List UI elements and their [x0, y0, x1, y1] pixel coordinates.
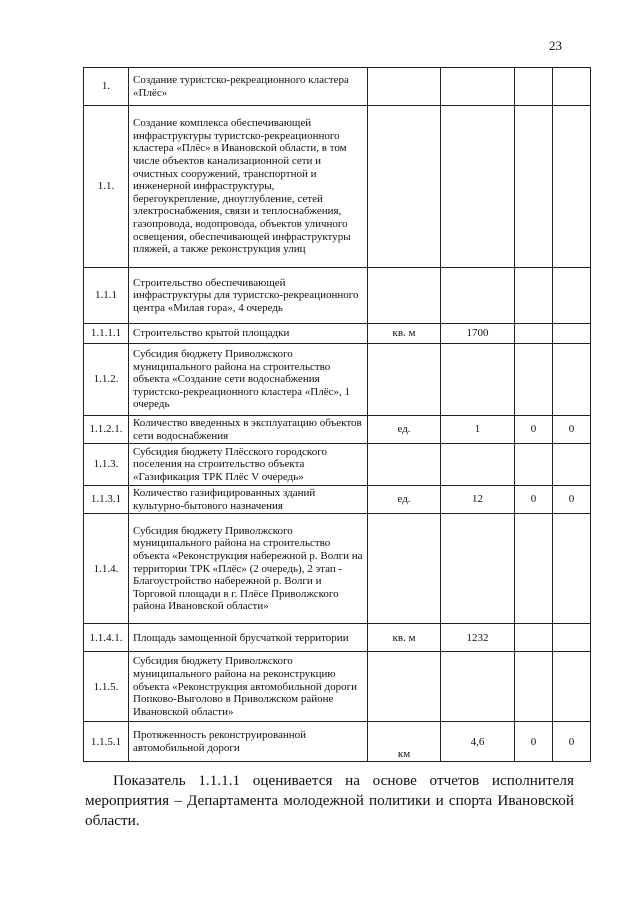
row-value-2	[515, 652, 553, 722]
row-value-2	[515, 106, 553, 268]
row-value-3	[553, 514, 591, 624]
row-unit	[368, 344, 441, 416]
row-value-2: 0	[515, 486, 553, 514]
row-value-1: 1700	[441, 324, 515, 344]
table-row	[84, 344, 591, 416]
row-number: 1.1.2.1.	[84, 416, 129, 444]
row-number: 1.1.1	[84, 268, 129, 324]
row-value-3	[553, 68, 591, 106]
table-row	[84, 324, 591, 344]
row-number: 1.1.5.1	[84, 722, 129, 762]
indicators-table	[83, 67, 591, 762]
row-number: 1.1.4.1.	[84, 624, 129, 652]
table-row	[84, 268, 591, 324]
table-row	[84, 106, 591, 268]
row-value-3: 0	[553, 416, 591, 444]
row-value-1	[441, 106, 515, 268]
row-value-3	[553, 624, 591, 652]
row-unit	[368, 444, 441, 486]
row-value-1	[441, 268, 515, 324]
row-value-2: 0	[515, 416, 553, 444]
table-row	[84, 486, 591, 514]
row-value-3	[553, 344, 591, 416]
row-value-1: 1232	[441, 624, 515, 652]
row-value-1: 4,6	[441, 722, 515, 762]
row-unit: кв. м	[368, 624, 441, 652]
row-unit	[368, 652, 441, 722]
row-value-2	[515, 514, 553, 624]
row-name: Строительство обеспечивающей инфраструктуры для туристско-рекреационного центра «Милая гора», 4 очередь	[129, 268, 368, 324]
row-value-3	[553, 106, 591, 268]
row-value-1	[441, 344, 515, 416]
row-unit	[368, 268, 441, 324]
row-unit: ед.	[368, 416, 441, 444]
row-number: 1.1.5.	[84, 652, 129, 722]
row-name: Субсидия бюджету Приволжского муниципального района на реконструкцию объекта «Реконструкция автомобильной дороги Попково-Выголово в Приволжском районе Ивановской области»	[129, 652, 368, 722]
table-row	[84, 624, 591, 652]
row-value-2	[515, 68, 553, 106]
table-row	[84, 722, 591, 762]
row-value-2	[515, 444, 553, 486]
row-name: Протяженность реконструированной автомобильной дороги	[129, 722, 368, 762]
row-name: Субсидия бюджету Приволжского муниципального района на строительство объекта «Реконструкция набережной р. Волги на территории ТРК «Плёс» (2 очередь), 2 этап - Благоустройство набережной р. Волги и Торговой площади в г. Плёсе Приволжского района Ивановской области»	[129, 514, 368, 624]
row-value-3: 0	[553, 486, 591, 514]
row-value-1	[441, 68, 515, 106]
row-number: 1.1.	[84, 106, 129, 268]
row-name: Площадь замощенной брусчаткой территории	[129, 624, 368, 652]
table-row	[84, 68, 591, 106]
row-value-2	[515, 344, 553, 416]
table-row	[84, 514, 591, 624]
row-name: Строительство крытой площадки	[129, 324, 368, 344]
row-number: 1.	[84, 68, 129, 106]
row-unit: км	[368, 722, 441, 762]
row-name: Количество газифицированных зданий культурно-бытового назначения	[129, 486, 368, 514]
row-value-3	[553, 324, 591, 344]
page-number: 23	[549, 38, 562, 53]
row-unit	[368, 68, 441, 106]
row-value-3: 0	[553, 722, 591, 762]
table-row	[84, 652, 591, 722]
row-name: Субсидия бюджету Плёсского городского поселения на строительство объекта «Газификация ТРК Плёс V очередь»	[129, 444, 368, 486]
row-value-1	[441, 514, 515, 624]
row-number: 1.1.3.1	[84, 486, 129, 514]
row-unit: ед.	[368, 486, 441, 514]
row-value-2	[515, 268, 553, 324]
row-unit: кв. м	[368, 324, 441, 344]
row-name: Субсидия бюджету Приволжского муниципального района на строительство объекта «Создание сети водоснабжения туристско-рекреационного кластера «Плёс», 1 очередь	[129, 344, 368, 416]
row-name: Количество введенных в эксплуатацию объектов сети водоснабжения	[129, 416, 368, 444]
footer-paragraph: Показатель 1.1.1.1 оценивается на основе отчетов исполнителя мероприятия – Департамента молодежной политики и спорта Ивановской области.	[85, 772, 574, 829]
row-unit	[368, 514, 441, 624]
row-value-1: 1	[441, 416, 515, 444]
table-row	[84, 444, 591, 486]
row-name: Создание туристско-рекреационного кластера «Плёс»	[129, 68, 368, 106]
row-value-3	[553, 444, 591, 486]
row-value-3	[553, 652, 591, 722]
row-number: 1.1.1.1	[84, 324, 129, 344]
table-row	[84, 416, 591, 444]
row-value-3	[553, 268, 591, 324]
row-value-2: 0	[515, 722, 553, 762]
row-number: 1.1.3.	[84, 444, 129, 486]
row-number: 1.1.2.	[84, 344, 129, 416]
row-value-2	[515, 324, 553, 344]
row-value-1: 12	[441, 486, 515, 514]
row-number: 1.1.4.	[84, 514, 129, 624]
row-value-1	[441, 444, 515, 486]
row-value-1	[441, 652, 515, 722]
row-value-2	[515, 624, 553, 652]
row-unit	[368, 106, 441, 268]
row-name: Создание комплекса обеспечивающей инфраструктуры туристско-рекреационного кластера «Плёс» в Ивановской области, в том числе объектов канализационной сети и очистных сооружений, транспортной и инженерной инфраструктуры, берегоукрепление, дноуглубление, сетей электроснабжения, связи и теплоснабжения, газопровода, водопровода, объектов уличного освещения, обеспечивающей инфраструктуры пляжей, а также реконструкция улиц	[129, 106, 368, 268]
